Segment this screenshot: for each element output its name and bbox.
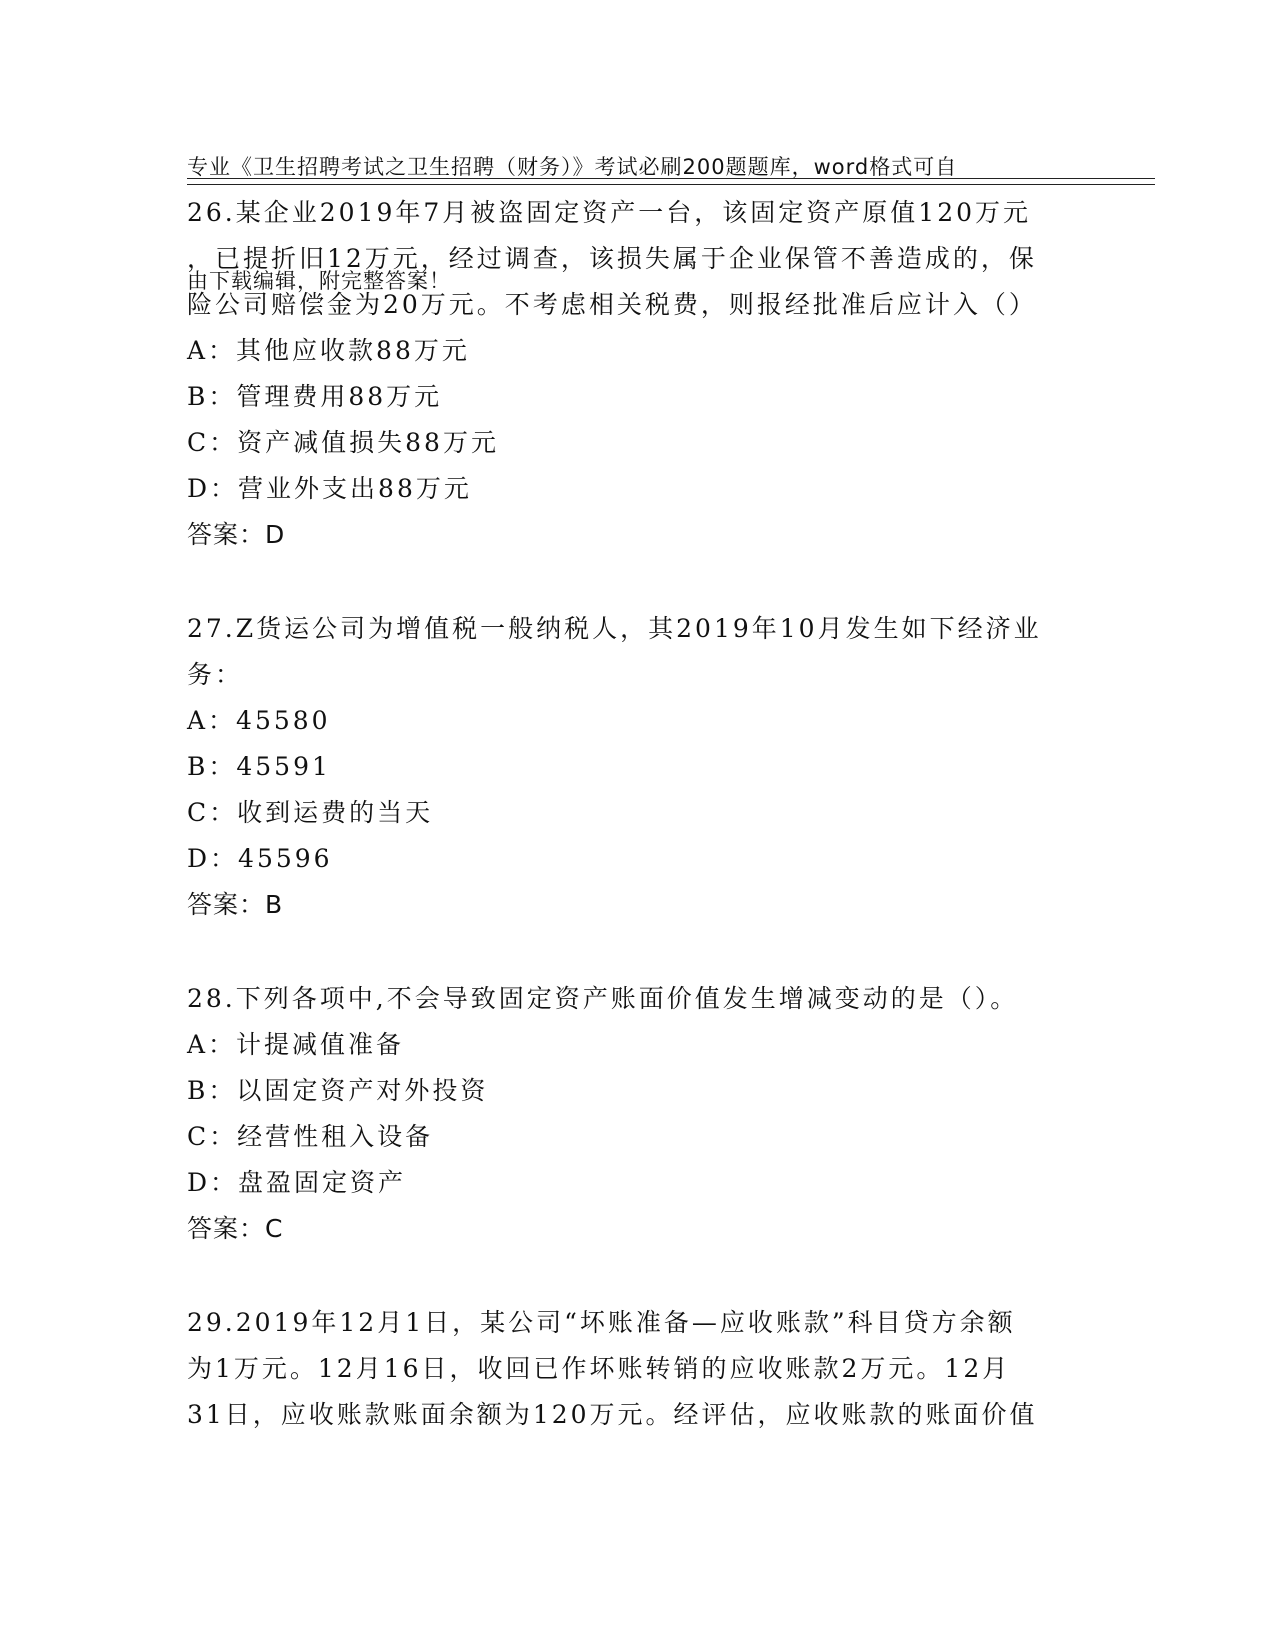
question-list bbox=[187, 190, 1087, 1438]
option-c: C：收到运费的当天 bbox=[187, 798, 434, 827]
option-c: C：资产减值损失88万元 bbox=[187, 428, 499, 457]
option-a: A：45580 bbox=[187, 706, 331, 735]
option-c: C：经营性租入设备 bbox=[187, 1122, 434, 1151]
question-text: 为1万元。12月16日，收回已作坏账转销的应收账款2万元。12月 bbox=[187, 1354, 1011, 1383]
header-rule-top bbox=[187, 178, 1155, 179]
header-rule-bottom bbox=[187, 184, 1155, 185]
question-text: 29.2019年12月1日，某公司“坏账准备—应收账款”科目贷方余额 bbox=[187, 1308, 1016, 1337]
question-27 bbox=[187, 606, 1087, 928]
option-a: A：其他应收款88万元 bbox=[187, 336, 470, 365]
question-26 bbox=[187, 190, 1087, 558]
question-text: ，已提折旧12万元，经过调查，该损失属于企业保管不善造成的，保 bbox=[187, 244, 1037, 273]
question-text: 27.Z货运公司为增值税一般纳税人，其2019年10月发生如下经济业 bbox=[187, 614, 1042, 643]
option-b: B：45591 bbox=[187, 752, 331, 781]
option-d: D：45596 bbox=[187, 844, 333, 873]
question-text: 险公司赔偿金为20万元。不考虑相关税费，则报经批准后应计入（） bbox=[187, 290, 1037, 319]
question-text: 务： bbox=[187, 660, 244, 689]
question-29 bbox=[187, 1300, 1087, 1438]
header-line: 由下载编辑，附完整答案！ bbox=[187, 269, 451, 293]
option-d: D：盘盈固定资产 bbox=[187, 1168, 407, 1197]
question-text: 26.某企业2019年7月被盗固定资产一台，该固定资产原值120万元 bbox=[187, 198, 1032, 227]
header-line: 专业《卫生招聘考试之卫生招聘（财务）》考试必刷200题题库，word格式可自 bbox=[187, 155, 958, 179]
answer: 答案：B bbox=[187, 890, 284, 919]
question-28 bbox=[187, 976, 1087, 1252]
option-d: D：营业外支出88万元 bbox=[187, 474, 472, 503]
option-b: B：以固定资产对外投资 bbox=[187, 1076, 489, 1105]
answer: 答案：D bbox=[187, 520, 286, 549]
question-text: 28.下列各项中,不会导致固定资产账面价值发生增减变动的是（）。 bbox=[187, 984, 1019, 1013]
answer: 答案：C bbox=[187, 1214, 284, 1243]
question-text: 31日，应收账款账面余额为120万元。经评估，应收账款的账面价值 bbox=[187, 1400, 1038, 1429]
option-b: B：管理费用88万元 bbox=[187, 382, 443, 411]
option-a: A：计提减值准备 bbox=[187, 1030, 405, 1059]
